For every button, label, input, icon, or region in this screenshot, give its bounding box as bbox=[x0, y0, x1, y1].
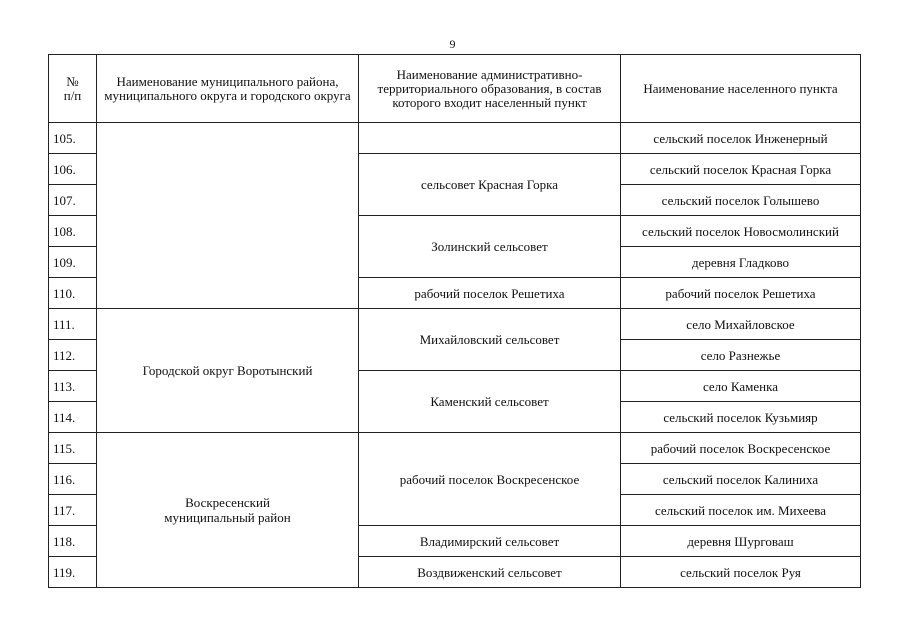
settlement-cell: рабочий поселок Решетиха bbox=[621, 278, 861, 309]
header-number: № п/п bbox=[49, 55, 97, 123]
admin-unit-cell bbox=[359, 123, 621, 154]
admin-unit-cell: Михайловский сельсовет bbox=[359, 309, 621, 371]
settlement-cell: деревня Гладково bbox=[621, 247, 861, 278]
admin-unit-cell: рабочий поселок Воскресенское bbox=[359, 433, 621, 526]
municipality-cell: Воскресенский муниципальный район bbox=[97, 433, 359, 588]
settlement-cell: село Разнежье bbox=[621, 340, 861, 371]
row-number: 108. bbox=[49, 216, 97, 247]
settlement-cell: сельский поселок Красная Горка bbox=[621, 154, 861, 185]
settlement-cell: рабочий поселок Воскресенское bbox=[621, 433, 861, 464]
row-number: 106. bbox=[49, 154, 97, 185]
admin-unit-cell: рабочий поселок Решетиха bbox=[359, 278, 621, 309]
settlement-cell: сельский поселок Инженерный bbox=[621, 123, 861, 154]
settlements-table bbox=[48, 54, 861, 588]
header-admin-unit: Наименование административно-территориального образования, в состав которого входит населенный пункт bbox=[359, 55, 621, 123]
admin-unit-cell: Золинский сельсовет bbox=[359, 216, 621, 278]
header-municipality: Наименование муниципального района, муниципального округа и городского округа bbox=[97, 55, 359, 123]
row-number: 114. bbox=[49, 402, 97, 433]
page-number: 9 bbox=[449, 37, 456, 51]
row-number: 116. bbox=[49, 464, 97, 495]
header-settlement: Наименование населенного пункта bbox=[621, 55, 861, 123]
table-row bbox=[49, 433, 861, 464]
settlement-cell: сельский поселок им. Михеева bbox=[621, 495, 861, 526]
row-number: 115. bbox=[49, 433, 97, 464]
row-number: 117. bbox=[49, 495, 97, 526]
settlement-cell: село Каменка bbox=[621, 371, 861, 402]
settlement-cell: сельский поселок Калиниха bbox=[621, 464, 861, 495]
settlement-cell: сельский поселок Кузьмияр bbox=[621, 402, 861, 433]
row-number: 119. bbox=[49, 557, 97, 588]
admin-unit-cell: Каменский сельсовет bbox=[359, 371, 621, 433]
admin-unit-cell: сельсовет Красная Горка bbox=[359, 154, 621, 216]
settlement-cell: село Михайловское bbox=[621, 309, 861, 340]
row-number: 112. bbox=[49, 340, 97, 371]
row-number: 107. bbox=[49, 185, 97, 216]
row-number: 118. bbox=[49, 526, 97, 557]
municipality-cell bbox=[97, 123, 359, 309]
table-row bbox=[49, 309, 861, 340]
row-number: 113. bbox=[49, 371, 97, 402]
settlement-cell: сельский поселок Руя bbox=[621, 557, 861, 588]
admin-unit-cell: Владимирский сельсовет bbox=[359, 526, 621, 557]
settlement-cell: сельский поселок Голышево bbox=[621, 185, 861, 216]
row-number: 105. bbox=[49, 123, 97, 154]
settlement-cell: деревня Шурговаш bbox=[621, 526, 861, 557]
table-row bbox=[49, 123, 861, 154]
table-header-row bbox=[49, 55, 861, 123]
admin-unit-cell: Воздвиженский сельсовет bbox=[359, 557, 621, 588]
row-number: 109. bbox=[49, 247, 97, 278]
row-number: 110. bbox=[49, 278, 97, 309]
row-number: 111. bbox=[49, 309, 97, 340]
municipality-cell: Городской округ Воротынский bbox=[97, 309, 359, 433]
settlement-cell: сельский поселок Новосмолинский bbox=[621, 216, 861, 247]
